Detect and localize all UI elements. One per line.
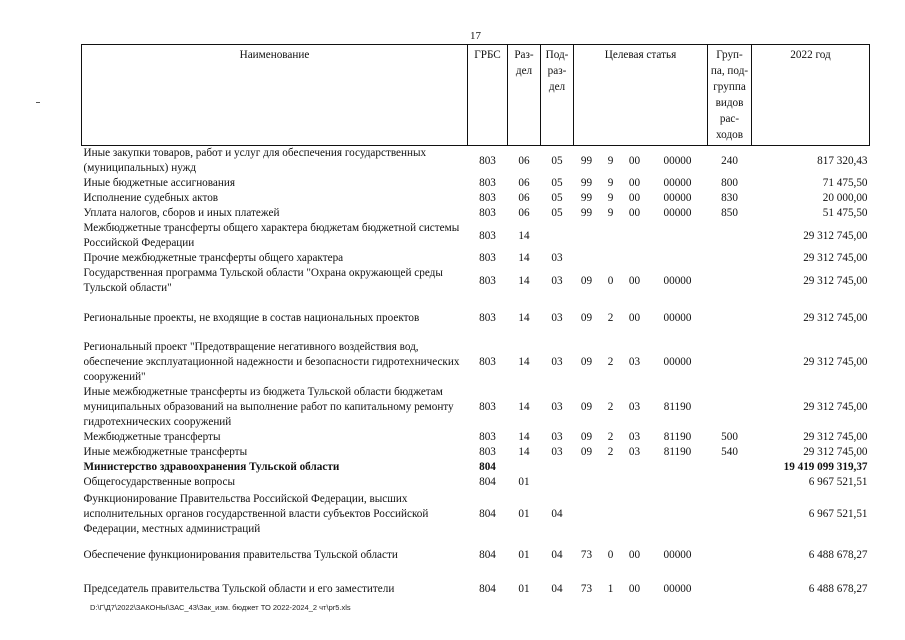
header-target: Целевая статья: [574, 45, 708, 146]
cell-vr: 540: [721, 446, 738, 458]
cell-t2: 2: [607, 431, 614, 443]
table-row: [82, 266, 870, 296]
cell-t2: 9: [607, 192, 614, 204]
cell-amount: 29 312 745,00: [803, 311, 868, 324]
cell-vr: 500: [721, 431, 738, 443]
header-podrazdel: Под- раз- дел: [541, 45, 574, 146]
cell-amount: 51 475,50: [822, 207, 868, 219]
cell-name: Иные межбюджетные трансферты: [83, 446, 248, 458]
cell-t1: 09: [580, 311, 593, 324]
cell-amount: 20 000,00: [822, 192, 868, 204]
cell-pr: 03: [551, 311, 563, 324]
cell-t3: [622, 460, 648, 475]
cell-grbs: 804: [479, 476, 496, 488]
cell-grbs: 803: [479, 252, 496, 264]
cell-t1: [574, 460, 600, 475]
cell-grbs: 804: [479, 582, 496, 595]
cell-rz: [508, 460, 541, 475]
cell-t2: 9: [607, 177, 614, 189]
cell-t2: [600, 475, 622, 490]
cell-name: Иные закупки товаров, работ и услуг для обеспечения государственных (муниципальных) нужд: [83, 147, 427, 174]
cell-t3: [622, 475, 648, 490]
cell-pr: 03: [551, 252, 563, 264]
cell-pr: 05: [551, 177, 563, 189]
cell-grbs: 803: [479, 431, 496, 443]
cell-name: Иные межбюджетные трансферты из бюджета Тульской области бюджетам муниципальных образований на выполнение работ по капитальному ремонту гидротехнических сооружений: [83, 386, 454, 428]
cell-rz: 06: [518, 207, 530, 219]
cell-rz: 14: [518, 401, 530, 413]
cell-pr: 03: [551, 401, 563, 413]
cell-t4: 00000: [663, 311, 692, 324]
cell-t3: [622, 251, 648, 266]
header-grbs: ГРБС: [468, 45, 508, 146]
cell-vr: [708, 385, 752, 430]
cell-vr: 240: [721, 154, 738, 167]
cell-name: Общегосударственные вопросы: [83, 476, 236, 488]
table-row: [82, 460, 870, 475]
cell-t4: 00000: [663, 177, 692, 189]
cell-amount: 19 419 099 319,37: [783, 461, 868, 473]
cell-t3: 00: [628, 177, 641, 189]
cell-name: Функционирование Правительства Российской Федерации, высших исполнительных органов государственной власти субъектов Российской Федерации, местных администраций: [83, 492, 429, 535]
cell-vr: [708, 475, 752, 490]
cell-amount: 71 475,50: [822, 177, 868, 189]
cell-amount: 817 320,43: [817, 154, 868, 167]
cell-amount: 29 312 745,00: [803, 274, 868, 287]
cell-rz: 01: [518, 582, 530, 595]
cell-pr: 05: [551, 207, 563, 219]
cell-t1: [574, 251, 600, 266]
cell-name: Региональный проект "Предотвращение негативного воздействия вод, обеспечение эксплуатационной надежности и безопасности гидротехнических сооружений": [83, 341, 460, 383]
cell-pr: 03: [551, 356, 563, 368]
cell-t3: 00: [628, 311, 641, 324]
cell-vr: [708, 266, 752, 296]
cell-amount: 29 312 745,00: [803, 252, 868, 264]
table-row: [82, 572, 870, 606]
cell-grbs: 803: [479, 192, 496, 204]
cell-pr: 05: [551, 192, 563, 204]
cell-name: Исполнение судебных актов: [83, 192, 219, 204]
cell-amount: 6 967 521,51: [808, 507, 868, 520]
cell-t4: [648, 490, 708, 538]
cell-grbs: 804: [479, 507, 496, 520]
cell-t1: [574, 490, 600, 538]
table-row: [82, 445, 870, 460]
cell-t3: 00: [628, 582, 641, 595]
cell-t1: 09: [580, 401, 593, 413]
cell-t2: 1: [607, 582, 614, 595]
cell-t4: 00000: [663, 207, 692, 219]
cell-rz: 01: [518, 507, 530, 520]
table-row: [82, 191, 870, 206]
cell-t1: [574, 475, 600, 490]
page-number: 17: [470, 30, 481, 42]
table-row: [82, 221, 870, 251]
cell-name: Региональные проекты, не входящие в состав национальных проектов: [83, 311, 420, 324]
table-row: [82, 176, 870, 191]
cell-t2: 2: [607, 311, 614, 324]
cell-t4: [648, 221, 708, 251]
cell-amount: 29 312 745,00: [803, 431, 868, 443]
cell-t4: 00000: [663, 548, 692, 561]
cell-rz: 14: [518, 431, 530, 443]
cell-grbs: 803: [479, 177, 496, 189]
cell-t3: [622, 221, 648, 251]
cell-vr: 800: [721, 177, 738, 189]
cell-t2: [600, 221, 622, 251]
cell-rz: 14: [518, 252, 530, 264]
cell-pr: 04: [551, 582, 563, 595]
cell-t1: 09: [580, 274, 593, 287]
cell-amount: 29 312 745,00: [803, 401, 868, 413]
cell-t1: 99: [580, 192, 593, 204]
cell-t2: 9: [607, 154, 614, 167]
cell-rz: 01: [518, 476, 530, 488]
cell-t2: [600, 490, 622, 538]
cell-amount: 29 312 745,00: [803, 446, 868, 458]
table-row: [82, 538, 870, 572]
budget-table: [81, 44, 870, 606]
cell-t4: [648, 475, 708, 490]
cell-vr: [708, 572, 752, 606]
cell-t2: 2: [607, 356, 614, 368]
cell-grbs: 804: [479, 548, 496, 561]
table-row: [82, 296, 870, 340]
table-row: [82, 251, 870, 266]
cell-name: Председатель правительства Тульской области и его заместители: [83, 582, 395, 595]
header-group: Груп- па, под- группа видов рас- ходов: [708, 45, 752, 146]
table-row: [82, 385, 870, 430]
cell-t3: 00: [628, 207, 641, 219]
cell-t2: [600, 251, 622, 266]
cell-name: Обеспечение функционирования правительства Тульской области: [83, 548, 398, 561]
cell-vr: [708, 251, 752, 266]
header-name: Наименование: [82, 45, 468, 146]
file-path-footer: D:\Г\Д7\2022\ЗАКОНЫ\ЗАС_43\Зак_изм. бюджет ТО 2022-2024_2 чт\pr5.xls: [90, 603, 351, 612]
cell-grbs: 803: [479, 401, 496, 413]
cell-vr: [708, 490, 752, 538]
cell-t1: [574, 221, 600, 251]
cell-pr: 03: [551, 274, 563, 287]
table-row: [82, 340, 870, 385]
table-row: [82, 475, 870, 490]
cell-vr: [708, 221, 752, 251]
cell-vr: [708, 460, 752, 475]
table-row: [82, 490, 870, 538]
cell-t2: 9: [607, 207, 614, 219]
cell-amount: 29 312 745,00: [803, 356, 868, 368]
cell-vr: [708, 296, 752, 340]
cell-vr: 850: [721, 207, 738, 219]
cell-grbs: 803: [479, 446, 496, 458]
cell-t4: 00000: [663, 192, 692, 204]
cell-t3: 00: [628, 192, 641, 204]
cell-t1: 73: [580, 582, 593, 595]
cell-grbs: 803: [479, 154, 496, 167]
header-razdel: Раз- дел: [508, 45, 541, 146]
cell-pr: 03: [551, 431, 563, 443]
header-year: 2022 год: [752, 45, 870, 146]
cell-pr: [541, 460, 574, 475]
cell-pr: [541, 475, 574, 490]
cell-t4: 00000: [663, 356, 692, 368]
cell-grbs: 803: [479, 274, 496, 287]
cell-name: Государственная программа Тульской области "Охрана окружающей среды Тульской области": [83, 267, 443, 294]
cell-t1: 09: [580, 446, 593, 458]
cell-t3: [622, 490, 648, 538]
cell-t4: 00000: [663, 154, 692, 167]
cell-rz: 06: [518, 177, 530, 189]
cell-t4: 81190: [663, 431, 692, 443]
cell-name: Уплата налогов, сборов и иных платежей: [83, 207, 280, 219]
cell-t2: 0: [607, 274, 614, 287]
cell-vr: [708, 538, 752, 572]
cell-name: Прочие межбюджетные трансферты общего характера: [83, 252, 344, 264]
cell-grbs: 804: [479, 461, 496, 473]
cell-t1: 99: [580, 177, 593, 189]
cell-t3: 00: [628, 274, 641, 287]
cell-name: Иные бюджетные ассигнования: [83, 177, 235, 189]
cell-pr: 03: [551, 446, 563, 458]
cell-vr: 830: [721, 192, 738, 204]
cell-rz: 14: [518, 229, 530, 242]
table-row: [82, 206, 870, 221]
cell-rz: 14: [518, 446, 530, 458]
cell-rz: 14: [518, 274, 530, 287]
cell-t3: 03: [628, 401, 641, 413]
cell-name: Министерство здравоохранения Тульской области: [83, 461, 340, 473]
cell-t2: 0: [607, 548, 614, 561]
cell-t2: 2: [607, 401, 614, 413]
cell-amount: 29 312 745,00: [803, 229, 868, 242]
cell-t4: [648, 460, 708, 475]
cell-t3: 03: [628, 356, 641, 368]
cell-pr: 05: [551, 154, 563, 167]
cell-t1: 73: [580, 548, 593, 561]
cell-rz: 01: [518, 548, 530, 561]
cell-name: Межбюджетные трансферты общего характера бюджетам бюджетной системы Российской Федерации: [83, 222, 460, 249]
cell-pr: [541, 221, 574, 251]
table-row: [82, 146, 870, 177]
cell-t3: 03: [628, 431, 641, 443]
cell-rz: 06: [518, 154, 530, 167]
table-row: [82, 430, 870, 445]
cell-t1: 09: [580, 356, 593, 368]
cell-vr: [708, 340, 752, 385]
cell-t3: 00: [628, 548, 641, 561]
cell-grbs: 803: [479, 311, 496, 324]
cell-t2: 2: [607, 446, 614, 458]
cell-t3: 00: [628, 154, 641, 167]
margin-mark: [36, 102, 40, 103]
cell-t1: 09: [580, 431, 593, 443]
cell-rz: 14: [518, 311, 530, 324]
cell-t1: 99: [580, 207, 593, 219]
cell-t4: 00000: [663, 582, 692, 595]
cell-amount: 6 967 521,51: [808, 476, 868, 488]
cell-rz: 06: [518, 192, 530, 204]
cell-t2: [600, 460, 622, 475]
cell-t4: 81190: [663, 446, 692, 458]
cell-grbs: 803: [479, 229, 496, 242]
cell-pr: 04: [551, 507, 563, 520]
cell-rz: 14: [518, 356, 530, 368]
cell-t4: 81190: [663, 401, 692, 413]
cell-t1: 99: [580, 154, 593, 167]
cell-grbs: 803: [479, 207, 496, 219]
cell-pr: 04: [551, 548, 563, 561]
cell-amount: 6 488 678,27: [808, 548, 868, 561]
cell-t4: [648, 251, 708, 266]
cell-t3: 03: [628, 446, 641, 458]
cell-amount: 6 488 678,27: [808, 582, 868, 595]
cell-grbs: 803: [479, 356, 496, 368]
cell-t4: 00000: [663, 274, 692, 287]
cell-name: Межбюджетные трансферты: [83, 431, 221, 443]
